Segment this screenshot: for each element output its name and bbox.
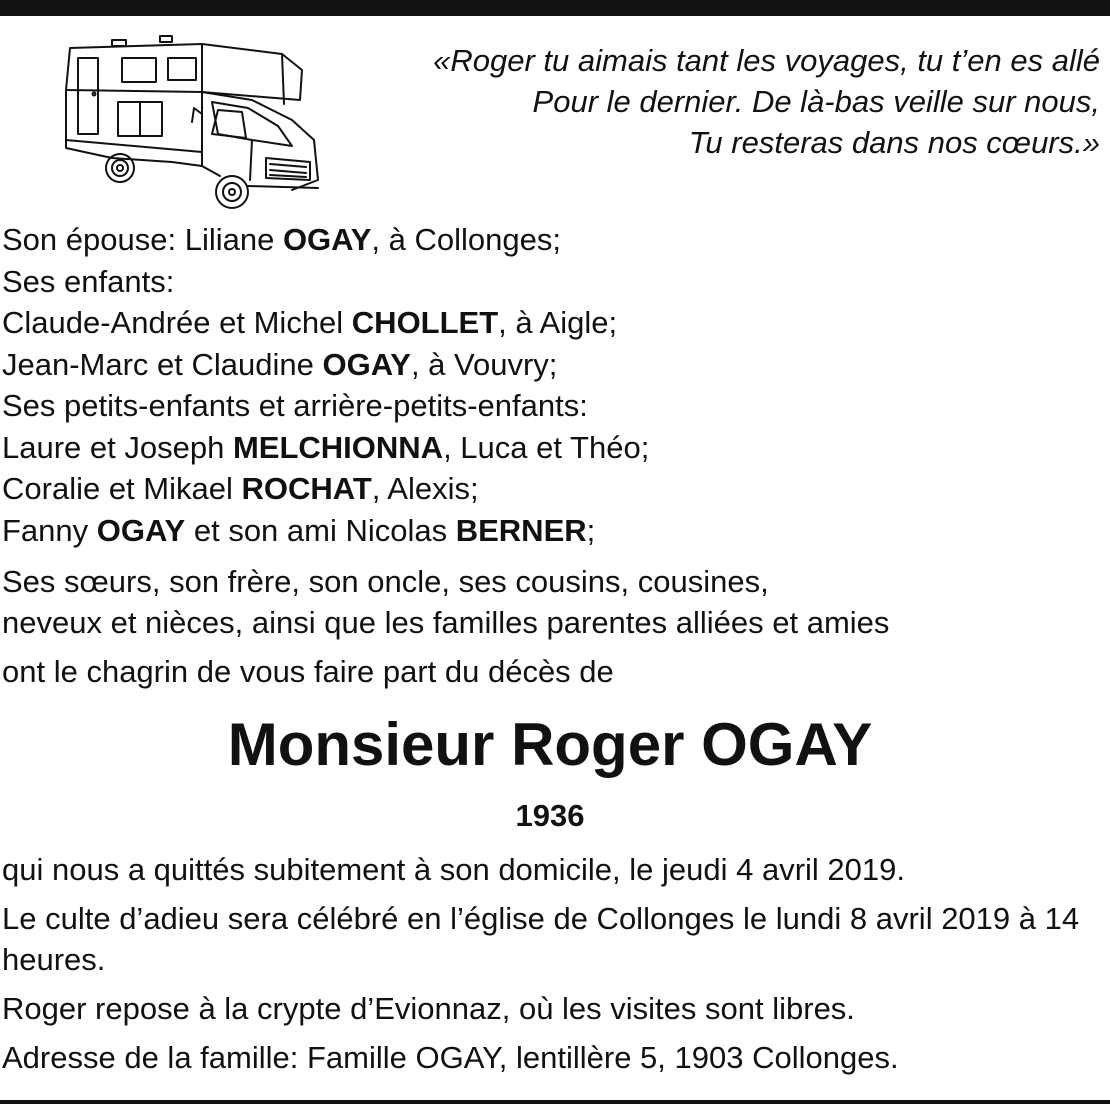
family-address: Adresse de la famille: Famille OGAY, lentillère 5, 1903 Collonges. [2, 1040, 899, 1075]
resting-place-info: Roger repose à la crypte d’Evionnaz, où les visites sont libres. [2, 991, 855, 1026]
family-text: Claude-Andrée et Michel [2, 305, 352, 340]
death-notice: qui nous a quittés subitement à son domicile, le jeudi 4 avril 2019. [2, 852, 905, 887]
family-line [2, 302, 1102, 344]
relatives-line: neveux et nièces, ainsi que les familles parentes alliées et amies [2, 605, 890, 640]
deceased-name: Monsieur Roger OGAY [227, 711, 873, 778]
family-surname: OGAY [322, 346, 411, 382]
family-surname: BERNER [455, 512, 587, 548]
family-text: Ses enfants: [2, 263, 175, 299]
family-surname: OGAY [282, 222, 372, 257]
relatives-paragraph [2, 561, 1102, 643]
family-text: , Alexis; [371, 471, 479, 506]
family-line [2, 219, 1102, 261]
family-text: Coralie et Mikael [2, 471, 242, 506]
family-text: Ses petits-enfants et arrière-petits-enfants: [2, 388, 588, 423]
family-text: , à Vouvry; [410, 346, 558, 382]
family-line [2, 261, 1102, 303]
bottom-rule [0, 1100, 1110, 1104]
family-text: , à Collonges; [371, 222, 561, 257]
family-text: et son ami Nicolas [185, 512, 456, 548]
family-list [2, 219, 1102, 551]
family-text: Fanny [2, 512, 97, 548]
family-line [2, 510, 1102, 552]
birth-year: 1936 [515, 798, 585, 833]
family-text: , à Aigle; [498, 305, 618, 340]
family-surname: ROCHAT [241, 471, 372, 506]
announcement-text: ont le chagrin de vous faire part du décès de [2, 654, 614, 689]
funeral-info: Le culte d’adieu sera célébré en l’église de Collonges le lundi 8 avril 2019 à 14 heures. [2, 901, 1080, 977]
details-section [2, 849, 1108, 1086]
family-line [2, 468, 1102, 510]
family-line [2, 427, 1102, 469]
family-text: , Luca et Théo; [443, 429, 650, 465]
poem-line: Pour le dernier. De là-bas veille sur nous, [532, 84, 1100, 119]
poem-quote [340, 40, 1100, 163]
family-text: Jean-Marc et Claudine [2, 346, 323, 382]
relatives-line: Ses sœurs, son frère, son oncle, ses cousins, cousines, [2, 564, 769, 599]
poem-line: Tu resteras dans nos cœurs.» [688, 125, 1100, 160]
family-line [2, 344, 1102, 386]
family-surname: CHOLLET [351, 305, 499, 340]
top-rule [0, 0, 1110, 16]
family-text: Laure et Joseph [2, 429, 233, 465]
family-text: ; [586, 512, 596, 548]
family-surname: MELCHIONNA [232, 429, 444, 465]
camper-van-icon [52, 30, 330, 212]
family-text: Son épouse: Liliane [2, 222, 283, 257]
family-surname: OGAY [96, 512, 186, 548]
family-line [2, 385, 1102, 427]
poem-line: «Roger tu aimais tant les voyages, tu t’en es allé [433, 43, 1100, 78]
